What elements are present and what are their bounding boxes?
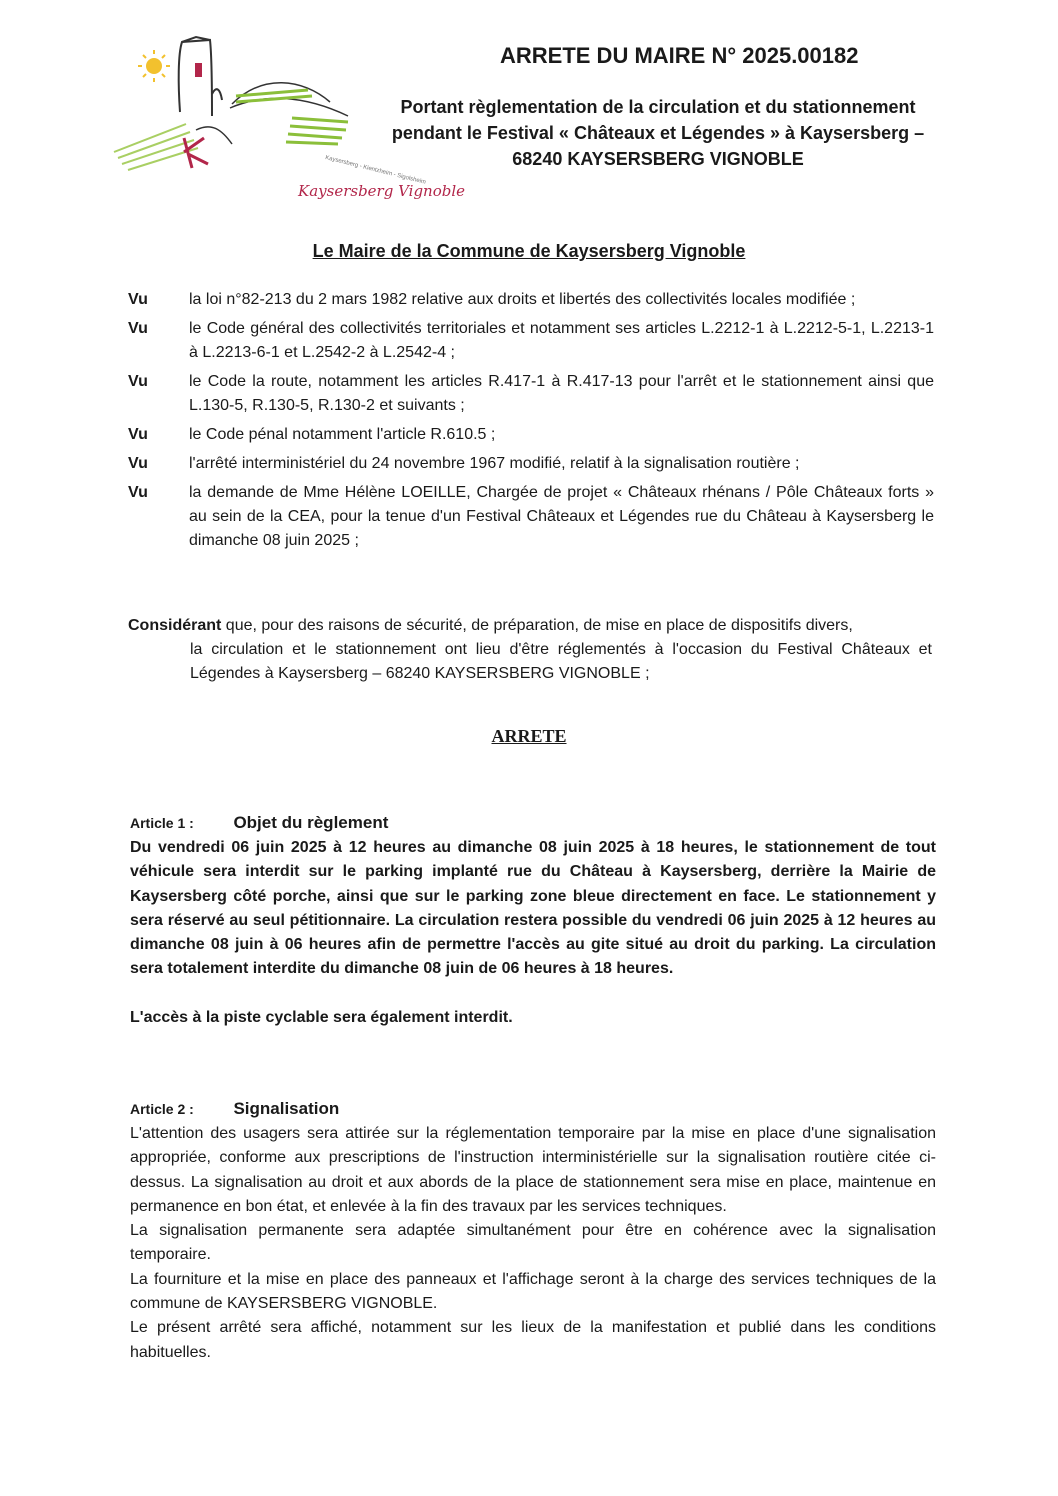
article-header: [130, 811, 936, 836]
considerant-first: que, pour des raisons de sécurité, de préparation, de mise en place de dispositifs divers,: [225, 617, 853, 634]
logo-subtitle: Kaysersberg - Kientzheim - Sigolsheim: [324, 155, 427, 186]
page-subtitle: Portant règlementation de la circulation et du stationnement pendant le Festival « Châteaux et Légendes » à Kaysersberg – 68240 KAYSERSBERG VIGNOBLE: [391, 97, 925, 169]
vu-label: Vu: [128, 291, 148, 308]
article-header: [130, 1097, 936, 1122]
article-paragraph: L'attention des usagers sera attirée sur la réglementation temporaire par la mise en place d'une signalisation appropriée, conforme aux prescriptions de l'instruction interministérielle sur la signalisation routière citée ci-dessus. La signalisation au droit et aux abords de la place de stationnement sera mise en place, maintenue en permanence en bon état, et enlevée à la fin des travaux par les services techniques.: [130, 1125, 936, 1215]
vineyard-icon: [114, 83, 348, 170]
list-item: [128, 481, 934, 553]
considerant-rest: la circulation et le stationnement ont lieu d'être réglementés à l'occasion du Festival Châteaux et Légendes à Kaysersberg – 68240 KAYSERSBERG VIGNOBLE ;: [190, 641, 932, 682]
commune-logo: [112, 34, 466, 200]
sun-icon: [138, 50, 170, 82]
list-item: [128, 370, 934, 418]
article-label: Article 1 :: [130, 815, 194, 831]
article-1: [130, 811, 936, 1030]
article-paragraph: Du vendredi 06 juin 2025 à 12 heures au dimanche 08 juin 2025 à 18 heures, le stationnement de tout véhicule sera interdit sur le parking implanté rue du Château à Kaysersberg, derrière la Mairie de Kaysersberg côté porche, ainsi que sur le parking zone bleue directement en face. Le stationnement y sera réservé au seul pétitionnaire. La circulation restera possible du vendredi 06 juin 2025 à 12 heures au dimanche 08 juin à 06 heures afin de permettre l'accès au gite situé au droit du parking. La circulation sera totalement interdite du dimanche 08 juin de 06 heures à 18 heures.: [130, 839, 936, 978]
list-item: [128, 452, 934, 476]
article-paragraph: La signalisation permanente sera adaptée simultanément pour être en cohérence avec la signalisation temporaire.: [130, 1222, 936, 1264]
article-title: Signalisation: [233, 1099, 340, 1118]
vu-text: le Code général des collectivités territoriales et notamment ses articles L.2212-1 à L.2212-5-1, L.2213-1 à L.2213-6-1 et L.2542-2 à L.2542-4 ;: [189, 320, 934, 361]
page-title: ARRETE DU MAIRE N° 2025.00182: [500, 43, 859, 68]
vu-label: Vu: [128, 320, 148, 337]
vu-text: l'arrêté interministériel du 24 novembre 1967 modifié, relatif à la signalisation routière ;: [189, 455, 800, 472]
list-item: [128, 288, 934, 312]
vu-text: la demande de Mme Hélène LOEILLE, Chargée de projet « Châteaux rhénans / Pôle Châteaux forts » au sein de la CEA, pour la tenue d'un Festival Châteaux et Légendes rue du Château à Kaysersberg le dimanche 08 juin 2025 ;: [189, 484, 934, 549]
vu-label: Vu: [128, 455, 148, 472]
article-title: Objet du règlement: [233, 813, 389, 832]
article-paragraph: La fourniture et la mise en place des panneaux et l'affichage seront à la charge des services techniques de la commune de KAYSERSBERG VIGNOBLE.: [130, 1270, 936, 1313]
vu-text: le Code la route, notamment les articles R.417-1 à R.417-13 pour l'arrêt et le stationnement ainsi que L.130-5, R.130-5, R.130-2 et suivants ;: [189, 373, 934, 414]
considerant-paragraph: [128, 614, 932, 686]
article-paragraph: L'accès à la piste cyclable sera également interdit.: [130, 1008, 513, 1026]
logo-wordmark: Kaysersberg Vignoble: [298, 182, 466, 200]
list-item: [128, 317, 934, 365]
article-2: [130, 1097, 936, 1365]
vu-list: [128, 288, 934, 558]
mayor-heading: Le Maire de la Commune de Kaysersberg Vignoble: [312, 241, 746, 261]
vu-label: Vu: [128, 484, 148, 501]
vu-label: Vu: [128, 426, 148, 443]
article-paragraph: Le présent arrêté sera affiché, notamment sur les lieux de la manifestation et publié dans les conditions habituelles.: [130, 1319, 936, 1361]
tower-icon: [179, 37, 222, 116]
vu-text: le Code pénal notamment l'article R.610.5 ;: [189, 426, 496, 443]
vu-label: Vu: [128, 373, 148, 390]
vu-text: la loi n°82-213 du 2 mars 1982 relative aux droits et libertés des collectivités locales modifiée ;: [189, 291, 856, 308]
arrete-heading: ARRETE: [491, 726, 567, 746]
logo-graphic: [112, 34, 360, 180]
list-item: [128, 423, 934, 447]
considerant-keyword: Considérant: [128, 617, 222, 634]
article-label: Article 2 :: [130, 1101, 194, 1117]
